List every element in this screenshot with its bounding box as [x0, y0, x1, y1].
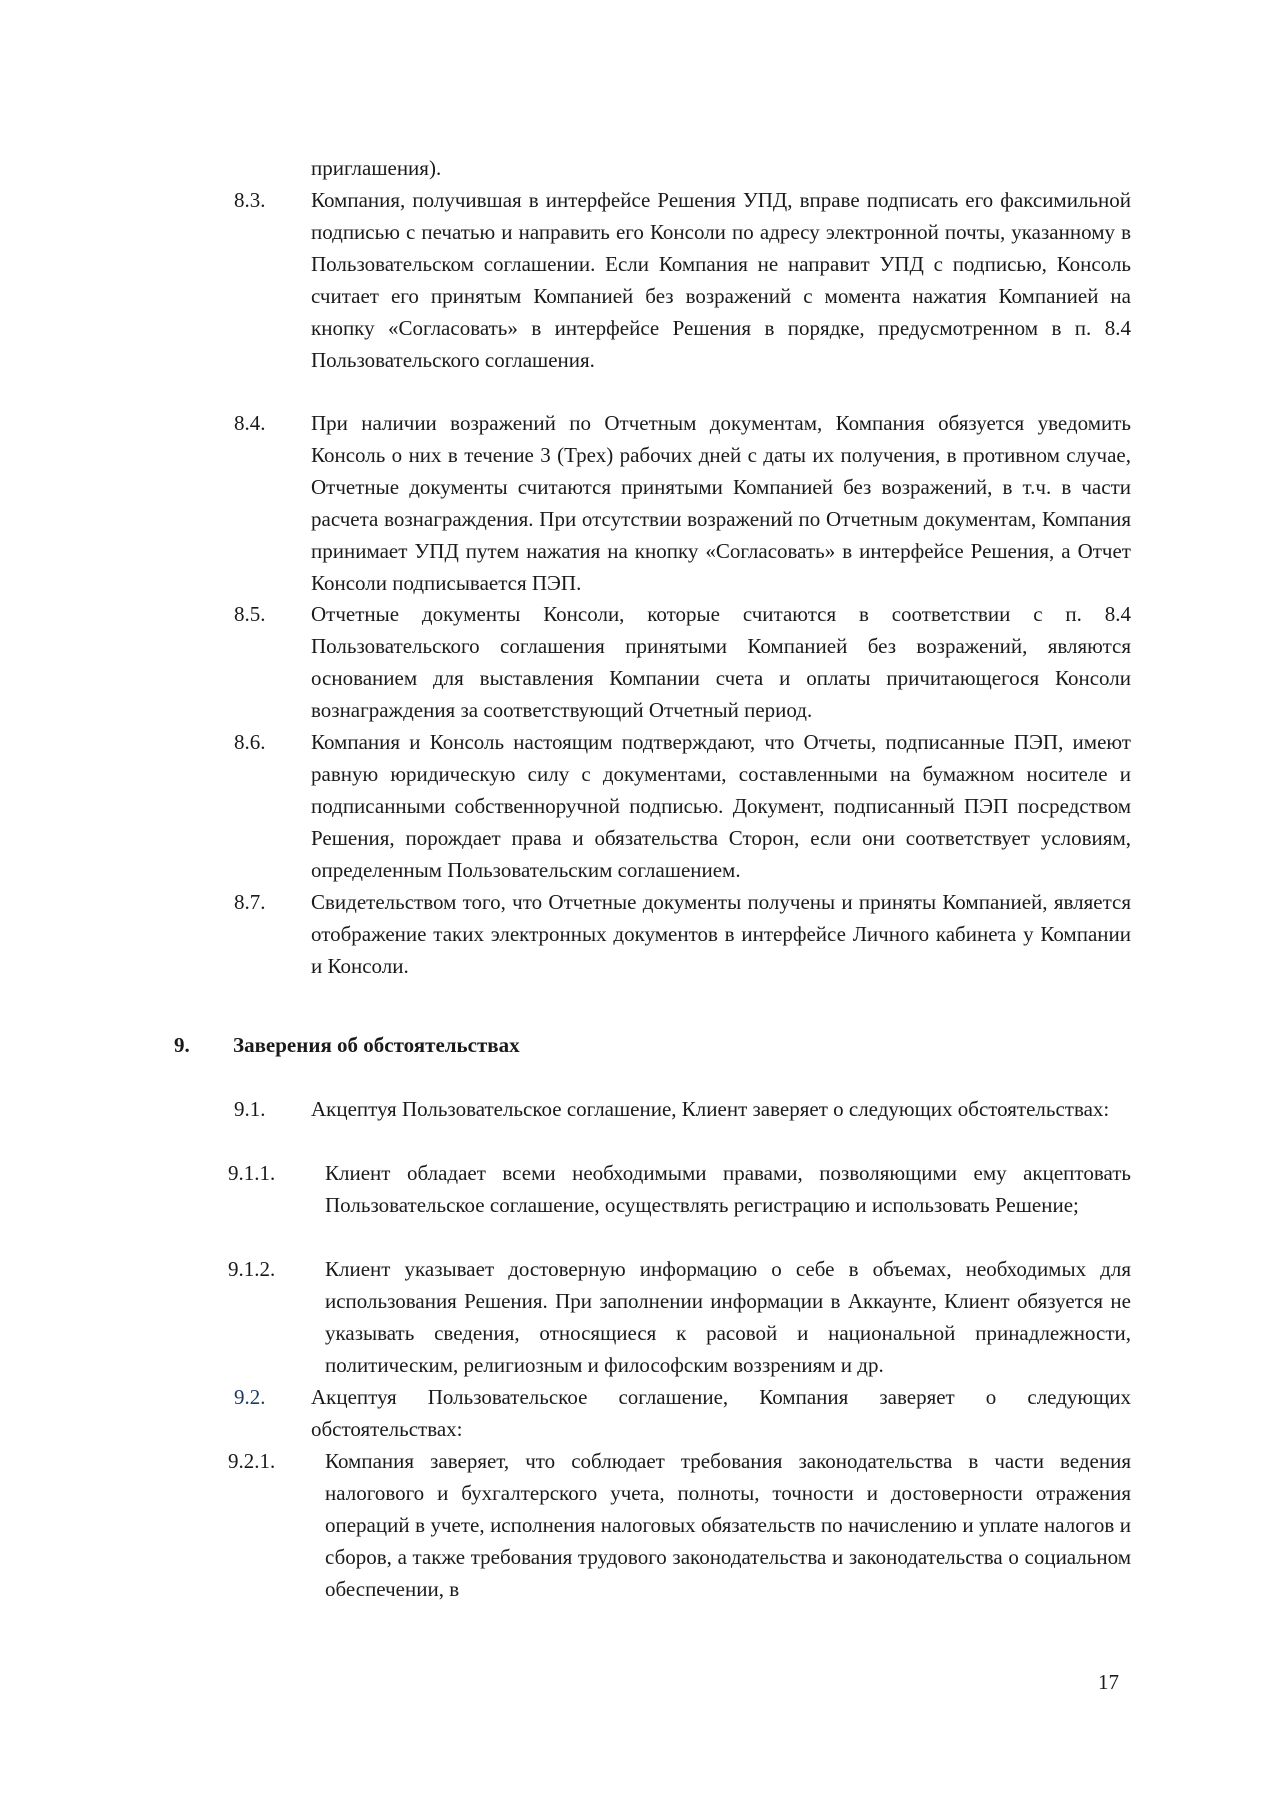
clause-number: 8.7. [234, 890, 266, 914]
section-title: Заверения об обстоятельствах [233, 1033, 520, 1057]
clause-text: Компания и Консоль настоящим подтверждают, что Отчеты, подписанные ПЭП, имеют равную юридическую силу с документами, составленными на бумажном носителе и подписанными собственноручной подписью. Документ, подписанный ПЭП посредством Решения, порождает права и обязательства Сторон, если они соответствует условиям, определенным Пользовательским соглашением. [311, 730, 1131, 882]
clause-text: Акцептуя Пользовательское соглашение, Компания заверяет о следующих обстоятельствах: [311, 1385, 1131, 1441]
clause-text: Компания, получившая в интерфейсе Решения УПД, вправе подписать его факсимильной подписью с печатью и направить его Консоли по адресу электронной почты, указанному в Пользовательском соглашении. Если Компания не направит УПД с подписью, Консоль считает его принятым Компанией без возражений с момента нажатия Компанией на кнопку «Согласовать» в интерфейсе Решения в порядке, предусмотренном в п. 8.4 Пользовательского соглашения. [311, 188, 1131, 372]
paragraph-text: приглашения). [311, 156, 442, 180]
clause-number: 9.1. [234, 1097, 266, 1121]
clause-text: Акцептуя Пользовательское соглашение, Клиент заверяет о следующих обстоятельствах: [311, 1097, 1110, 1121]
clause-number: 8.5. [234, 602, 266, 626]
clause-text: Свидетельством того, что Отчетные документы получены и приняты Компанией, является отображение таких электронных документов в интерфейсе Личного кабинета у Компании и Консоли. [311, 890, 1131, 978]
clause-text: Клиент указывает достоверную информацию о себе в объемах, необходимых для использования Решения. При заполнении информации в Аккаунте, Клиент обязуется не указывать сведения, относящиеся к расовой и национальной принадлежности, политическим, религиозным и философским воззрениям и др. [325, 1257, 1131, 1377]
clause-number: 8.3. [234, 188, 266, 212]
clause-text: При наличии возражений по Отчетным документам, Компания обязуется уведомить Консоль о них в течение 3 (Трех) рабочих дней с даты их получения, в противном случае, Отчетные документы считаются принятыми Компанией без возражений, в т.ч. в части расчета вознаграждения. При отсутствии возражений по Отчетным документам, Компания принимает УПД путем нажатия на кнопку «Согласовать» в интерфейсе Решения, а Отчет Консоли подписывается ПЭП. [311, 411, 1131, 595]
clause-text: Отчетные документы Консоли, которые считаются в соответствии с п. 8.4 Пользовательского соглашения принятыми Компанией без возражений, являются основанием для выставления Компании счета и оплаты причитающегося Консоли вознаграждения за соответствующий Отчетный период. [311, 602, 1131, 722]
clause-number: 8.4. [234, 411, 266, 435]
section-number: 9. [174, 1033, 190, 1057]
clause-number: 9.1.1. [228, 1161, 276, 1185]
clause-number: 8.6. [234, 730, 266, 754]
clause-number: 9.2. [234, 1385, 266, 1409]
page-number: 17 [1098, 1670, 1119, 1694]
clause-text: Клиент обладает всеми необходимыми правами, позволяющими ему акцептовать Пользовательское соглашение, осуществлять регистрацию и использовать Решение; [325, 1161, 1131, 1217]
clause-text: Компания заверяет, что соблюдает требования законодательства в части ведения налогового и бухгалтерского учета, полноты, точности и достоверности отражения операций в учете, исполнения налоговых обязательств по начислению и уплате налогов и сборов, а также требования трудового законодательства и законодательства о социальном обеспечении, в [325, 1449, 1131, 1601]
clause-number: 9.1.2. [228, 1257, 276, 1281]
clause-number: 9.2.1. [228, 1449, 276, 1473]
